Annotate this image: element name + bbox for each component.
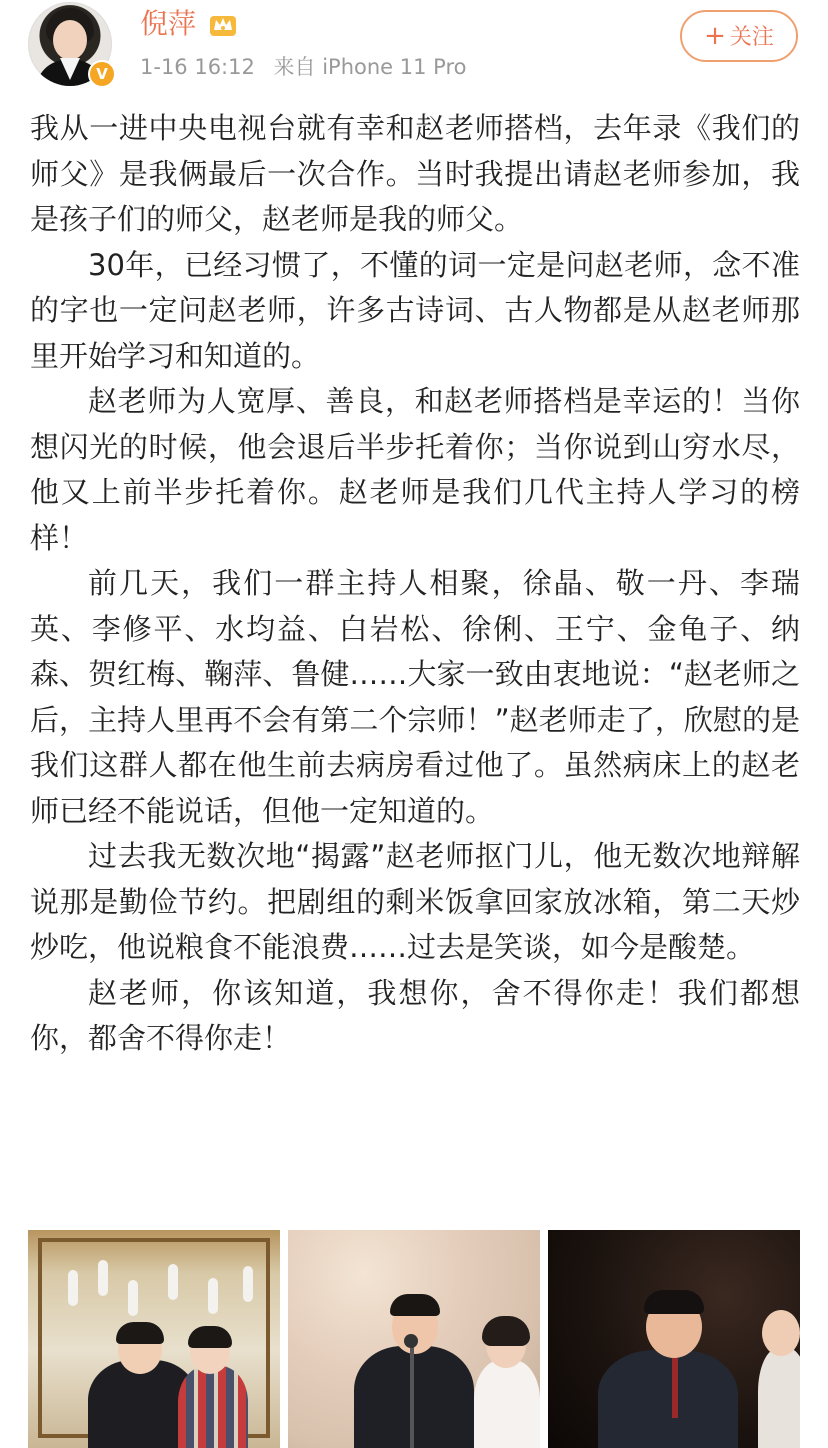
post-paragraph: 赵老师为人宽厚、善良，和赵老师搭档是幸运的！当你想闪光的时候，他会退后半步托着你；当你说到山穷水尽，他又上前半步托着你。赵老师是我们几代主持人学习的榜样！ [30,384,800,555]
post-photo-3[interactable] [548,1230,800,1448]
crown-icon [208,10,238,38]
user-name[interactable]: 倪萍 [140,7,197,40]
verified-badge-icon: V [88,60,116,88]
follow-button[interactable] [680,10,798,62]
post-photo-2[interactable] [288,1230,540,1448]
post-paragraph: 赵老师，你该知道，我想你，舍不得你走！我们都想你，都舍不得你走！ [30,975,800,1055]
post-paragraph: 我从一进中央电视台就有幸和赵老师搭档，去年录《我们的师父》是我俩最后一次合作。当时我提出请赵老师参加，我是孩子们的师父，赵老师是我的师父。 [30,111,800,236]
plus-icon: + [704,21,726,51]
post-paragraph: 过去我无数次地“揭露”赵老师抠门儿，他无数次地辩解说那是勤俭节约。把剧组的剩米饭拿回家放冰箱，第二天炒炒吃，他说粮食不能浪费……过去是笑谈，如今是酸楚。 [30,839,800,964]
post-timestamp: 1-16 16:12 [140,55,255,79]
post-paragraph: 前几天，我们一群主持人相聚，徐晶、敬一丹、李瑞英、李修平、水均益、白岩松、徐俐、王宁、金龟子、纳森、贺红梅、鞠萍、鲁健……大家一致由衷地说：“赵老师之后，主持人里再不会有第二个宗师！”赵老师走了，欣慰的是我们这群人都在他生前去病房看过他了。虽然病床上的赵老师已经不能说话，但他一定知道的。 [30,566,800,828]
post-meta [140,52,479,82]
post-source: 来自 iPhone 11 Pro [273,55,467,79]
post-header [0,0,828,100]
post-content [30,106,800,1062]
photo-grid [28,1230,800,1448]
follow-label: 关注 [729,25,774,50]
post-photo-1[interactable] [28,1230,280,1448]
post-paragraph: 30年，已经习惯了，不懂的词一定是问赵老师，念不准的字也一定问赵老师，许多古诗词、古人物都是从赵老师那里开始学习和知道的。 [30,247,800,373]
